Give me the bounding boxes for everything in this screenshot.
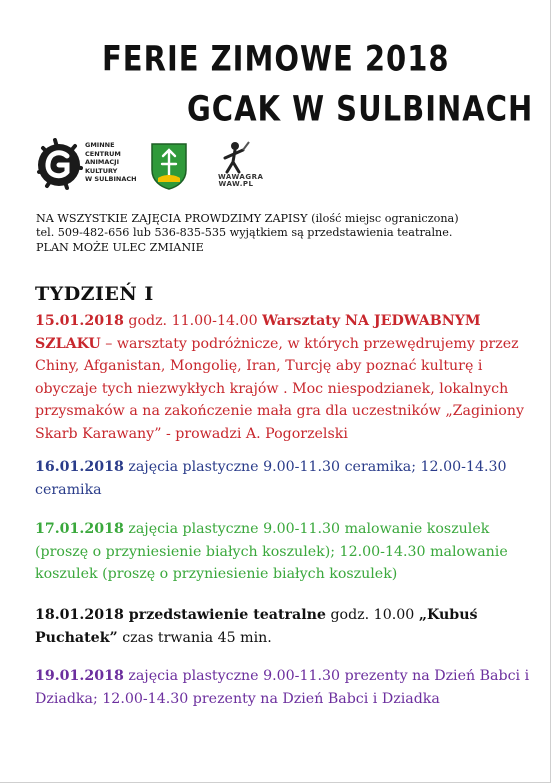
municipality-coat-of-arms bbox=[150, 142, 188, 190]
entry-description: zajęcia plastyczne 9.00-11.30 prezenty na Dzień Babci i Dziadka; 12.00-14.30 prezenty na Dzień Babci i Dziadka bbox=[35, 668, 530, 707]
entry-time: godz. 11.00-14.00 bbox=[123, 313, 263, 329]
info-block bbox=[36, 212, 459, 255]
entry-description: czas trwania 45 min. bbox=[117, 629, 272, 646]
entry-description: zajęcia plastyczne 9.00-11.30 malowanie koszulek (proszę o przyniesienie białych koszulek); 12.00-14.30 malowanie koszulek (proszę o przyniesienie białych koszulek) bbox=[35, 521, 508, 582]
info-line: PLAN MOŻE ULEC ZMIANIE bbox=[36, 240, 204, 254]
entry-date: 15.01.2018 bbox=[35, 313, 124, 329]
wawagra-logo-text: WAWAGRA WAW.PL bbox=[218, 173, 264, 188]
entry-date: 16.01.2018 bbox=[35, 459, 124, 475]
entry-date: 18.01.2018 bbox=[35, 607, 124, 623]
logos-row bbox=[35, 138, 295, 193]
entry-description: zajęcia plastyczne 9.00-11.30 ceramika; 12.00-14.30 ceramika bbox=[35, 459, 507, 498]
entry-title: „Kubuś Puchatek” bbox=[35, 607, 478, 646]
schedule-entry bbox=[35, 456, 530, 501]
schedule-entry bbox=[35, 665, 530, 710]
coat-of-arms-icon bbox=[150, 142, 188, 190]
wawagra-logo bbox=[215, 140, 263, 192]
entry-event-type: przedstawienie teatralne bbox=[123, 607, 326, 623]
week-heading: TYDZIEŃ I bbox=[35, 283, 154, 305]
entry-date: 17.01.2018 bbox=[35, 521, 124, 537]
info-line: NA WSZYSTKIE ZAJĘCIA PROWDZIMY ZAPISY (ilość miejsc ograniczona) bbox=[36, 212, 459, 225]
wawagra-figure-icon bbox=[215, 140, 255, 174]
schedule-entry bbox=[35, 518, 530, 586]
entry-title: Warsztaty NA JEDWABNYM SZLAKU bbox=[35, 313, 481, 352]
gcak-emblem-icon bbox=[35, 138, 85, 192]
info-line: tel. 509-482-656 lub 536-835-535 wyjątkiem są przedstawienia teatralne. bbox=[36, 226, 453, 240]
schedule-entry bbox=[35, 604, 530, 649]
entry-date: 19.01.2018 bbox=[35, 668, 124, 684]
gcak-logo-text: GMINNE CENTRUM ANIMACJI KULTURY W SULBINACH bbox=[85, 141, 137, 184]
entry-time: godz. 10.00 bbox=[325, 607, 419, 623]
schedule-entry bbox=[35, 310, 530, 445]
page-subtitle: GCAK W SULBINACH bbox=[187, 88, 534, 129]
entry-description: – warsztaty podróżnicze, w których przewędrujemy przez Chiny, Afganistan, Mongolię, Iran, Turcję aby poznać kulturę i obyczaje tych niezwykłych krajów . Moc niespodzianek, lokalnych przysmaków a na zakończenie mała gra dla uczestników „Zaginiony Skarb Karawany” - prowadzi A. Pogorzelski bbox=[35, 335, 524, 442]
page-title: FERIE ZIMOWE 2018 bbox=[102, 38, 450, 79]
gcak-logo bbox=[35, 138, 145, 192]
